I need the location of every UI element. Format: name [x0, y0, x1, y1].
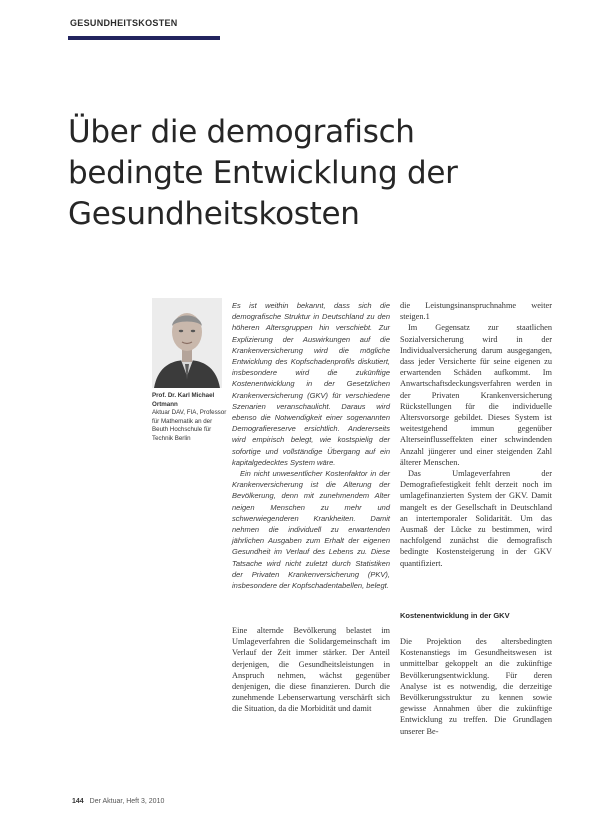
author-box: [152, 392, 230, 443]
section-rule: [68, 36, 220, 40]
body-column-right: [400, 300, 552, 569]
body-column-right-lower: [400, 636, 552, 737]
article-title: Über die demografisch bedingte Entwicklung der Gesundheitskosten: [68, 114, 458, 232]
journal-name: Der Aktuar, Heft 3, 2010: [89, 798, 165, 805]
body-paragraph: Das Umlageverfahren der Demografiefestigkeit fehlt derzeit noch im umlagefinanzierten System der GKV. Damit mangelt es der Gesellschaft in Deutschland an intertemporaler Solidarität. Um das Ausmaß der Lücke zu bestimmen, wird nachfolgend zunächst die demografisch bedingte Kostensteigerung in der GKV quantifiziert.: [400, 469, 552, 568]
section-label: GESUNDHEITSKOSTEN: [70, 18, 178, 28]
page-number: 144: [72, 798, 84, 805]
body-column-left: [232, 625, 390, 715]
author-name: Prof. Dr. Karl Michael Ortmann: [152, 392, 215, 408]
intro-paragraph: Ein nicht unwesentlicher Kostenfaktor in der Krankenversicherung ist die Alterung der Bevölkerung, denn mit zunehmendem Alter neigen Menschen zu mehr und schwerwiegenderen Krankheiten. Damit nehmen die individuell zu erwartenden jährlichen Ausgaben zum Erhalt der eigenen Gesundheit im Verlauf des Lebens zu. Diese Tatsache wird nicht zuletzt durch Statistiken der Privaten Krankenversicherung (PKV), insbesondere der Kopfschadentabellen, belegt.: [232, 469, 390, 591]
body-paragraph: die Leistungsinanspruchnahme weiter steigen.1: [400, 301, 552, 322]
author-bio: Aktuar DAV, FIA, Professor für Mathematik an der Beuth Hochschule für Technik Berlin: [152, 409, 227, 442]
subheading: Kostenentwicklung in der GKV: [400, 611, 510, 620]
body-paragraph: Im Gegensatz zur staatlichen Sozialversicherung wird in der Individualversicherung darum ausgegangen, dass jeder Versicherte für seine eigenen zu erwartenden Schäden aufkommt. Im Anwartschaftsdeckungsverfahren werden in der Privaten Krankenversicherung Rückstellungen für die individuelle Altersvorsorge gebildet. Dieses System ist weitestgehend immun gegenüber Alterseinflusseffekten einer schwindenden Anzahl jüngerer und einer steigenden Zahl älterer Menschen.: [400, 323, 552, 467]
intro-paragraph: Es ist weithin bekannt, dass sich die demografische Struktur in Deutschland zu den höheren Altersgruppen hin verschiebt. Zur Explizierung der Auswirkungen auf die Krankenversicherung wird die mögliche Entwicklung des Kopfschadenprofils diskutiert, insbesondere wird die zukünftige Kostenentwicklung in der Gesetzlichen Krankenversicherung (GKV) für verschiedene Szenarien veranschaulicht. Daraus wird ebenso die Notwendigkeit einer sogenannten Demografiereserve ersichtlich. Andererseits wird empirisch belegt, wie kostspielig der sofortige und vollständige Übergang auf ein kapitalgedecktes System wäre.: [232, 301, 390, 467]
body-paragraph: Eine alternde Bevölkerung belastet im Umlageverfahren die Solidargemeinschaft im Verlauf der Zeit immer stärker. Der Anteil derjenigen, die Gesundheitsleistungen in Anspruch nehmen, wächst gegenüber denjenigen, die diese finanzieren. Durch die zunehmende Lebenserwartung verschärft sich die Situation, da die Morbidität und damit: [232, 626, 390, 714]
body-paragraph: Die Projektion des altersbedingten Kostenanstiegs im Gesundheitswesen ist unmittelbar gekoppelt an die zukünftige Bevölkerungsentwicklung. Für deren Analyse ist es notwendig, die derzeitige Bevölkerungsstruktur zu kennen sowie gewisse Annahmen über die zukünftige Entwicklung zu treffen. Die Grundlagen unserer Be-: [400, 637, 552, 736]
article-intro: [232, 300, 390, 591]
page-footer: [72, 798, 164, 805]
author-photo: [152, 298, 222, 388]
